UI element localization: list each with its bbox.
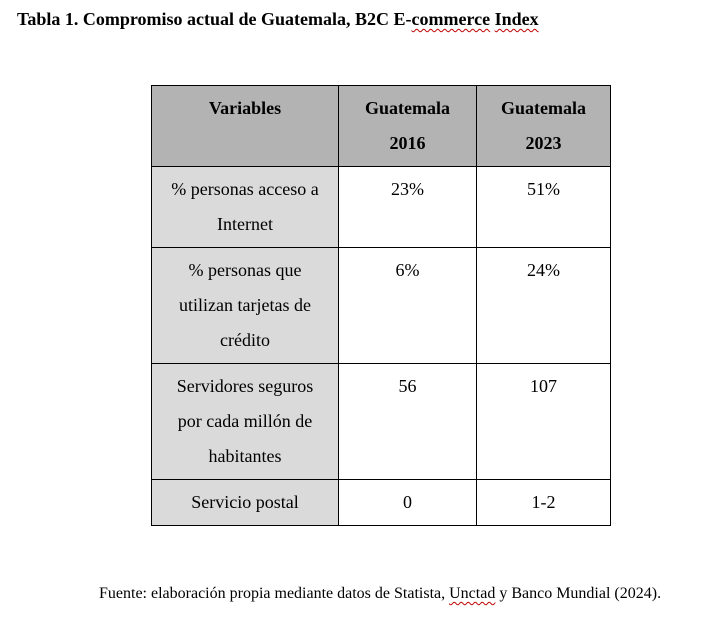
spellcheck-flagged-word: Unctad <box>449 585 496 602</box>
table-caption <box>17 8 539 30</box>
header-2023-line1: Guatemala <box>501 98 586 118</box>
spellcheck-flagged-word: Index <box>494 9 539 29</box>
value-2023: 107 <box>530 376 557 396</box>
table-row <box>152 248 611 364</box>
variable-cell <box>152 167 339 248</box>
value-2016-cell <box>339 167 477 248</box>
variable-line: por cada millón de <box>177 411 313 431</box>
variable-cell <box>152 364 339 480</box>
value-2023-cell <box>477 364 611 480</box>
variable-line: Servidores seguros <box>176 376 314 396</box>
value-2016: 6% <box>395 260 420 280</box>
value-2016: 0 <box>403 492 412 512</box>
variable-cell <box>152 248 339 364</box>
value-2023-cell <box>477 167 611 248</box>
variable-line: % personas que <box>188 260 302 280</box>
value-2023: 51% <box>527 179 560 199</box>
value-2023: 24% <box>527 260 560 280</box>
variable-line: % personas acceso a <box>171 179 319 199</box>
variable-line: Servicio postal <box>191 492 299 512</box>
data-table <box>151 85 611 526</box>
source-text-end: y Banco Mundial (2024). <box>495 585 662 602</box>
header-2016-line1: Guatemala <box>365 98 450 118</box>
header-guatemala-2023 <box>477 86 611 167</box>
header-row <box>152 86 611 167</box>
variable-line: crédito <box>220 330 270 350</box>
value-2016: 23% <box>391 179 424 199</box>
source-text: Fuente: elaboración propia mediante datos de Statista, <box>99 585 450 602</box>
variable-line: utilizan tarjetas de <box>179 295 311 315</box>
value-2016-cell <box>339 248 477 364</box>
value-2016-cell <box>339 480 477 526</box>
value-2023-cell <box>477 248 611 364</box>
value-2023-cell <box>477 480 611 526</box>
header-2016-line2: 2016 <box>389 133 426 153</box>
value-2023: 1-2 <box>531 492 556 512</box>
source-note <box>99 584 661 604</box>
variable-cell <box>152 480 339 526</box>
header-variables-label: Variables <box>208 98 282 118</box>
header-guatemala-2016 <box>339 86 477 167</box>
spellcheck-flagged-word: commerce <box>411 9 491 29</box>
header-2023-line2: 2023 <box>525 133 562 153</box>
table-row <box>152 167 611 248</box>
header-variables <box>152 86 339 167</box>
table-row <box>152 480 611 526</box>
value-2016: 56 <box>398 376 417 396</box>
value-2016-cell <box>339 364 477 480</box>
table-caption-text: Tabla 1. Compromiso actual de Guatemala, B2C E- <box>17 9 412 29</box>
table-row <box>152 364 611 480</box>
variable-line: habitantes <box>208 446 282 466</box>
variable-line: Internet <box>217 214 273 234</box>
